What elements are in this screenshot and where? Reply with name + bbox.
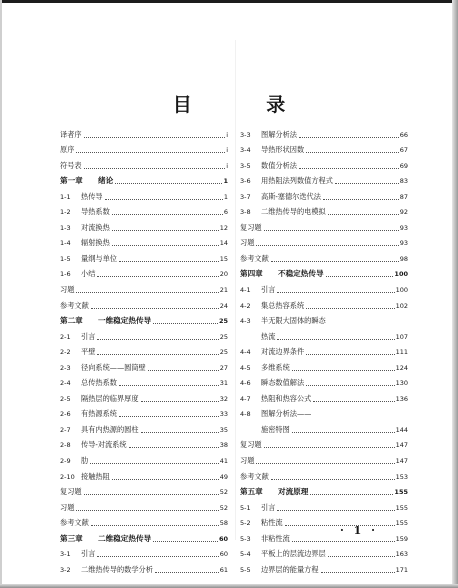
toc-entry <box>60 188 228 204</box>
dot-leader <box>292 370 395 371</box>
dot-leader <box>91 525 219 526</box>
toc-entry-title: 接触热阻 <box>81 471 110 481</box>
dot-leader <box>277 292 394 293</box>
toc-entry-number: 5-4 <box>240 550 251 559</box>
toc-entry-page: 52 <box>219 503 228 512</box>
dot-leader <box>112 479 219 480</box>
dot-leader <box>271 479 395 480</box>
toc-entry-number: 2-2 <box>60 348 71 357</box>
toc-entry-page: 66 <box>399 130 408 139</box>
toc-entry-number: 4-4 <box>240 348 251 357</box>
toc-entry-title: 用热阻法列数值方程式 <box>261 176 333 186</box>
toc-entry <box>240 359 408 375</box>
dot-leader <box>256 245 398 246</box>
toc-entry <box>60 499 228 515</box>
toc-entry-number: 第一章 <box>60 176 83 186</box>
toc-entry <box>60 266 228 282</box>
dot-leader <box>97 339 218 340</box>
dot-leader <box>97 276 218 277</box>
toc-entry <box>240 406 408 422</box>
toc-entry-page: i <box>226 130 228 139</box>
dot-leader <box>84 494 219 495</box>
toc-entry-page: 25 <box>219 348 228 357</box>
dot-leader <box>112 230 219 231</box>
toc-entry-page: 69 <box>399 161 408 170</box>
toc-entry-page: 136 <box>395 394 408 403</box>
toc-entry-number: 1-3 <box>60 223 71 232</box>
toc-entry-page: 155 <box>394 488 408 497</box>
toc-entry <box>240 452 408 468</box>
toc-entry-title: 非粘性流 <box>261 533 290 543</box>
toc-entry-number: 3-1 <box>60 550 71 559</box>
toc-entry-page: 33 <box>219 410 228 419</box>
dot-leader <box>335 183 399 184</box>
toc-entry-page: 1 <box>223 192 228 201</box>
dot-leader <box>112 214 223 215</box>
toc-entry-number: 4-7 <box>240 394 251 403</box>
toc-entry-page: 102 <box>395 301 408 310</box>
toc-entry <box>240 313 408 329</box>
page-title: 目 录 <box>172 94 320 116</box>
dot-leader <box>119 261 219 262</box>
page-left-edge <box>0 0 2 588</box>
toc-entry-page: 163 <box>395 550 408 559</box>
toc-entry-title: 引言 <box>81 331 96 341</box>
toc-entry-title: 对流换热 <box>81 222 110 232</box>
toc-entry <box>60 515 228 531</box>
toc-entry-page: 27 <box>219 363 228 372</box>
dot-leader <box>306 385 394 386</box>
toc-entry-number: 3-3 <box>240 130 251 139</box>
toc-entry-title: 图解分析法—— <box>261 409 312 419</box>
page-top-edge <box>0 0 458 3</box>
toc-entry-title: 粘性流 <box>261 518 283 528</box>
dot-leader <box>264 447 395 448</box>
dot-leader <box>321 572 395 573</box>
toc-entry-page: 124 <box>395 363 408 372</box>
dot-leader <box>119 385 219 386</box>
toc-entry-title: 引言 <box>261 285 276 295</box>
toc-entry-number: 5-1 <box>240 503 251 512</box>
toc-entry-title: 二维热传导的电模拟 <box>261 207 326 217</box>
toc-entry-title: 原序 <box>60 145 75 155</box>
toc-entry-number: 4-5 <box>240 363 251 372</box>
toc-entry-page: 25 <box>219 332 228 341</box>
toc-entry-title: 多维系统 <box>261 362 290 372</box>
toc-entry-title: 半无限大固体的瞬态 <box>261 316 326 326</box>
toc-entry-number: 2-5 <box>60 394 71 403</box>
toc-entry-title: 译者序 <box>60 129 82 139</box>
toc-entry-title: 复习题 <box>240 440 262 450</box>
toc-entry-number: 4-8 <box>240 410 251 419</box>
toc-entry <box>60 375 228 391</box>
dot-leader <box>292 541 395 542</box>
toc-entry <box>240 142 408 158</box>
toc-entry <box>240 344 408 360</box>
dot-leader <box>76 292 218 293</box>
toc-entry <box>240 297 408 313</box>
toc-entry <box>60 219 228 235</box>
toc-entry <box>60 452 228 468</box>
toc-entry-number: 1-4 <box>60 239 71 248</box>
dot-leader <box>277 510 394 511</box>
toc-entry-page: 107 <box>395 332 408 341</box>
toc-entry-title: 符号表 <box>60 160 82 170</box>
toc-entry-title: 集总热容系统 <box>261 300 305 310</box>
toc-entry <box>240 437 408 453</box>
toc-entry-title: 参考文献 <box>240 471 269 481</box>
toc-entry-title: 习题 <box>240 238 255 248</box>
toc-entry-page: 6 <box>223 208 228 217</box>
toc-entry-title: 二维稳定热传导 <box>98 533 152 543</box>
toc-entry <box>60 390 228 406</box>
toc-left-column <box>60 126 228 577</box>
dot-leader <box>313 401 394 402</box>
toc-entry-page: 111 <box>395 348 408 357</box>
toc-entry-number: 1-2 <box>60 208 71 217</box>
toc-entry-title: 习题 <box>60 502 75 512</box>
toc-entry-title: 引言 <box>81 549 96 559</box>
toc-entry <box>240 499 408 515</box>
toc-entry-title: 总传热系数 <box>81 378 117 388</box>
toc-entry-number: 4-6 <box>240 379 251 388</box>
toc-entry-title: 热阻和热容公式 <box>261 393 312 403</box>
toc-entry-page: 41 <box>219 457 228 466</box>
toc-entry <box>60 142 228 158</box>
toc-entry <box>240 157 408 173</box>
toc-entry-page: 25 <box>218 317 228 326</box>
dot-leader <box>105 199 223 200</box>
toc-entry-page: 155 <box>395 519 408 528</box>
dot-leader <box>264 230 399 231</box>
toc-chapter-entry <box>60 530 228 546</box>
dot-leader <box>129 447 219 448</box>
toc-entry-number: 3-7 <box>240 192 251 201</box>
toc-entry-page: 15 <box>219 254 228 263</box>
toc-entry-title: 参考文献 <box>60 518 89 528</box>
toc-entry-number: 2-1 <box>60 332 71 341</box>
page-number: · 1 · <box>340 524 378 537</box>
toc-entry-title: 肋 <box>81 456 89 466</box>
toc-entry-page: 12 <box>219 223 228 232</box>
toc-entry-number: 2-9 <box>60 457 71 466</box>
dot-leader <box>306 308 394 309</box>
dot-leader <box>91 308 219 309</box>
toc-entry-number: 第二章 <box>60 316 83 326</box>
dot-leader <box>115 183 222 184</box>
dot-leader <box>271 261 399 262</box>
dot-leader <box>299 168 399 169</box>
toc-entry <box>240 204 408 220</box>
toc-entry-number: 2-8 <box>60 441 71 450</box>
dot-leader <box>277 339 394 340</box>
toc-entry <box>240 375 408 391</box>
dot-leader <box>326 276 394 277</box>
toc-entry <box>60 484 228 500</box>
toc-entry-page: 1 <box>223 177 228 186</box>
toc-entry-title: 瞬态数值解法 <box>261 378 305 388</box>
dot-leader <box>310 494 393 495</box>
toc-entry <box>60 281 228 297</box>
toc-entry-title: 有热源系统 <box>81 409 117 419</box>
toc-entry-title: 引言 <box>261 502 276 512</box>
toc-entry-page: 130 <box>395 379 408 388</box>
toc-entry-number: 1-1 <box>60 192 71 201</box>
toc-entry-page: 14 <box>219 239 228 248</box>
toc-entry <box>240 546 408 562</box>
toc-entry-title: 参考文献 <box>240 253 269 263</box>
dot-leader <box>97 556 218 557</box>
toc-entry-page: 87 <box>399 192 408 201</box>
toc-entry <box>240 281 408 297</box>
toc-entry-page: 31 <box>219 379 228 388</box>
toc-entry-page: 93 <box>399 239 408 248</box>
toc-entry <box>60 406 228 422</box>
dot-leader <box>306 354 394 355</box>
toc-entry-title: 习题 <box>240 456 255 466</box>
toc-entry <box>60 468 228 484</box>
toc-entry-title: 热传导 <box>81 191 103 201</box>
toc-entry <box>60 235 228 251</box>
toc-entry <box>60 297 228 313</box>
toc-entry-page: 98 <box>399 254 408 263</box>
dot-leader <box>299 137 399 138</box>
toc-right-column <box>240 126 408 577</box>
toc-entry <box>240 219 408 235</box>
toc-entry-number: 3-8 <box>240 208 251 217</box>
toc-entry-number: 第五章 <box>240 487 263 497</box>
toc-entry-number: 4-1 <box>240 286 251 295</box>
toc-entry <box>240 515 408 531</box>
dot-leader <box>76 152 225 153</box>
toc-entry <box>60 561 228 577</box>
dot-leader <box>148 370 219 371</box>
toc-entry <box>60 157 228 173</box>
toc-entry-title: 传导-对流系统 <box>81 440 127 450</box>
toc-entry-page: 147 <box>395 441 408 450</box>
toc-entry <box>60 344 228 360</box>
toc-entry-title: 辐射换热 <box>81 238 110 248</box>
toc-entry-title: 复习题 <box>60 487 82 497</box>
toc-entry <box>60 437 228 453</box>
toc-entry-page: 24 <box>219 301 228 310</box>
dot-leader <box>328 214 399 215</box>
toc-entry <box>240 390 408 406</box>
toc-entry-title: 二维热传导的数学分析 <box>81 564 153 574</box>
toc-entry-number: 2-4 <box>60 379 71 388</box>
toc-entry <box>240 561 408 577</box>
toc-entry <box>60 328 228 344</box>
toc-entry-page: 147 <box>395 457 408 466</box>
toc-chapter-entry <box>240 266 408 282</box>
toc-entry-number: 1-6 <box>60 270 71 279</box>
toc-entry-page: i <box>226 161 228 170</box>
toc-entry-number: 第四章 <box>240 269 263 279</box>
toc-entry-page: 67 <box>399 146 408 155</box>
toc-entry-title: 边界层的能量方程 <box>261 564 319 574</box>
toc-entry-page: 83 <box>399 177 408 186</box>
toc-entry-number: 3-5 <box>240 161 251 170</box>
toc-chapter-entry <box>240 484 408 500</box>
toc-entry-page: 21 <box>219 286 228 295</box>
dot-leader <box>256 463 394 464</box>
toc-entry <box>60 204 228 220</box>
dot-leader <box>141 401 219 402</box>
dot-leader <box>153 323 218 324</box>
toc-entry-page: 35 <box>219 425 228 434</box>
toc-entry <box>240 468 408 484</box>
toc-entry <box>60 126 228 142</box>
toc-entry-title: 导热形状因数 <box>261 145 305 155</box>
dot-leader <box>112 245 219 246</box>
toc-entry-title: 平壁 <box>81 347 96 357</box>
toc-entry <box>240 250 408 266</box>
dot-leader <box>84 168 226 169</box>
dot-leader <box>119 416 219 417</box>
toc-entry-number: 2-3 <box>60 363 71 372</box>
page-bottom-edge <box>0 584 458 588</box>
toc-entry <box>60 421 228 437</box>
toc-entry-title: 热流 <box>261 331 276 341</box>
toc-chapter-entry <box>60 173 228 189</box>
toc-entry-number: 3-6 <box>240 177 251 186</box>
toc-entry-page: 60 <box>219 550 228 559</box>
toc-entry-page: 144 <box>395 425 408 434</box>
toc-entry-number: 2-7 <box>60 425 71 434</box>
toc-entry-title: 量纲与单位 <box>81 253 117 263</box>
toc-entry <box>240 173 408 189</box>
toc-entry-page: 60 <box>218 534 228 543</box>
toc-entry-number: 1-5 <box>60 254 71 263</box>
dot-leader <box>292 432 395 433</box>
toc-entry-number: 3-2 <box>60 565 71 574</box>
toc-entry-title: 高斯-塞德尔迭代法 <box>261 191 321 201</box>
dot-leader <box>306 152 399 153</box>
toc-entry-title: 对流原理 <box>278 487 309 497</box>
toc-entry-page: 93 <box>399 223 408 232</box>
toc-entry <box>240 328 408 344</box>
toc-entry-title: 参考文献 <box>60 300 89 310</box>
toc-entry-page: 92 <box>399 208 408 217</box>
toc-entry-number: 3-4 <box>240 146 251 155</box>
toc-entry-title: 径向系统——圆筒壁 <box>81 362 146 372</box>
toc-entry <box>240 530 408 546</box>
toc-entry-page: 58 <box>219 519 228 528</box>
toc-entry-title: 施密特图 <box>261 424 290 434</box>
toc-entry-title: 对流边界条件 <box>261 347 305 357</box>
toc-entry-title: 复习题 <box>240 222 262 232</box>
toc-entry-page: 32 <box>219 394 228 403</box>
toc-entry <box>240 235 408 251</box>
toc-entry-number: 5-3 <box>240 534 251 543</box>
toc-entry-page: 155 <box>395 503 408 512</box>
toc-entry-number: 5-5 <box>240 565 251 574</box>
toc-entry-title: 隔热层的临界厚度 <box>81 393 139 403</box>
dot-leader <box>328 556 395 557</box>
toc-entry-title: 图解分析法 <box>261 129 297 139</box>
dot-leader <box>155 572 219 573</box>
toc-entry-page: 100 <box>394 270 408 279</box>
toc-entry-page: 20 <box>219 270 228 279</box>
toc-entry-title: 小结 <box>81 269 96 279</box>
toc-entry-title: 不稳定热传导 <box>278 269 324 279</box>
toc-entry-title: 平板上的层流边界层 <box>261 549 326 559</box>
toc-entry-number: 第三章 <box>60 533 83 543</box>
toc-entry-page: 159 <box>395 534 408 543</box>
toc-entry <box>240 188 408 204</box>
dot-leader <box>153 541 218 542</box>
dot-leader <box>323 199 399 200</box>
toc-entry-page: 38 <box>219 441 228 450</box>
toc-entry-number: 2-10 <box>60 472 75 481</box>
toc-entry-page: 171 <box>395 565 408 574</box>
toc-entry-title: 数值分析法 <box>261 160 297 170</box>
toc-entry-page: 61 <box>219 565 228 574</box>
dot-leader <box>141 432 219 433</box>
toc-entry-page: 100 <box>395 286 408 295</box>
toc-entry-title: 习题 <box>60 285 75 295</box>
toc-entry-page: 49 <box>219 472 228 481</box>
dot-leader <box>97 354 218 355</box>
dot-leader <box>76 510 218 511</box>
dot-leader <box>84 137 226 138</box>
toc-entry-page: 153 <box>395 472 408 481</box>
toc-entry-page: 52 <box>219 488 228 497</box>
toc-entry <box>60 250 228 266</box>
toc-entry-number: 4-3 <box>240 317 251 326</box>
toc-entry-page: i <box>226 146 228 155</box>
toc-entry-title: 导热系数 <box>81 207 110 217</box>
toc-entry-number: 4-2 <box>240 301 251 310</box>
toc-entry-title: 具有内热源的圆柱 <box>81 424 139 434</box>
toc-entry <box>60 546 228 562</box>
toc-entry <box>240 126 408 142</box>
toc-entry <box>240 421 408 437</box>
toc-entry-number: 2-6 <box>60 410 71 419</box>
toc-entry-title: 一维稳定热传导 <box>98 316 152 326</box>
toc-chapter-entry <box>60 313 228 329</box>
toc-entry <box>60 359 228 375</box>
dot-leader <box>90 463 219 464</box>
toc-entry-number: 5-2 <box>240 519 251 528</box>
page-right-edge <box>452 0 458 588</box>
toc-entry-title: 绪论 <box>98 176 114 186</box>
